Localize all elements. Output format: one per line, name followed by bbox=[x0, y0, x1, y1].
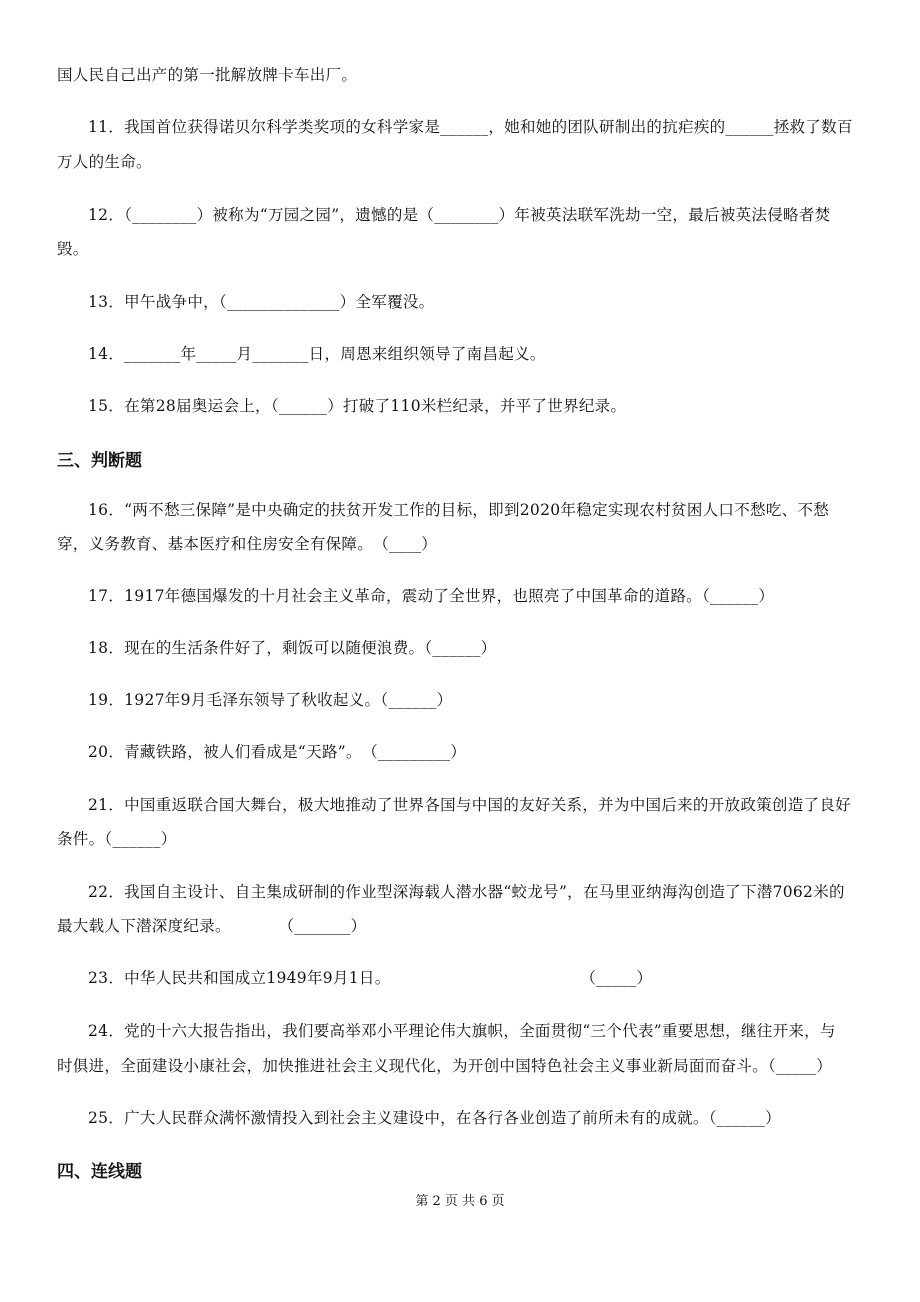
question-23: 23．中华人民共和国成立1949年9月1日。 （_____） bbox=[88, 969, 653, 987]
question-14: 14．_______年_____月_______日，周恩来组织领导了南昌起义。 bbox=[88, 345, 546, 363]
question-18: 18．现在的生活条件好了，剩饭可以随便浪费。（______） bbox=[88, 639, 497, 657]
question-21-cont: 条件。（______） bbox=[57, 830, 177, 848]
question-11-cont: 万人的生命。 bbox=[57, 153, 152, 171]
question-16: 16．“两不愁三保障”是中央确定的扶贫开发工作的目标，即到2020年稳定实现农村贫困人口不愁吃、不愁 bbox=[88, 501, 830, 519]
text-line: 国人民自己出产的第一批解放牌卡车出厂。 bbox=[57, 66, 358, 84]
question-17: 17．1917年德国爆发的十月社会主义革命，震动了全世界，也照亮了中国革命的道路。（______） bbox=[88, 587, 775, 605]
question-22: 22．我国自主设计、自主集成研制的作业型深海载人潜水器“蛟龙号”，在马里亚纳海沟创造了下潜7062米的 bbox=[88, 883, 845, 901]
question-13: 13．甲午战争中，（______________）全军覆没。 bbox=[88, 293, 435, 311]
question-20: 20．青藏铁路，被人们看成是“天路”。 （_________） bbox=[88, 743, 467, 761]
question-24: 24．党的十六大报告指出，我们要高举邓小平理论伟大旗帜，全面贯彻“三个代表”重要思想，继往开来，与 bbox=[88, 1022, 836, 1040]
question-15: 15．在第28届奥运会上，（______）打破了110米栏纪录，并平了世界纪录。 bbox=[88, 397, 627, 415]
page-footer: 第 2 页 共 6 页 bbox=[415, 1194, 505, 1209]
question-25: 25．广大人民群众满怀激情投入到社会主义建设中，在各行各业创造了前所未有的成就。（______） bbox=[88, 1109, 781, 1127]
section-heading-matching: 四、连线题 bbox=[57, 1162, 142, 1182]
question-19: 19．1927年9月毛泽东领导了秋收起义。（______） bbox=[88, 691, 453, 709]
question-22-cont: 最大载人下潜深度纪录。 （_______） bbox=[57, 917, 367, 935]
question-24-cont: 时俱进，全面建设小康社会，加快推进社会主义现代化，为开创中国特色社会主义事业新局面而奋斗。（_____） bbox=[57, 1057, 833, 1075]
section-heading-judgment: 三、判断题 bbox=[57, 451, 142, 471]
question-12: 12．（________）被称为“万园之园”，遗憾的是（________）年被英法联军洗劫一空，最后被英法侵略者焚 bbox=[88, 206, 831, 224]
question-11: 11．我国首位获得诺贝尔科学类奖项的女科学家是______，她和她的团队研制出的抗疟疾的______拯救了数百 bbox=[88, 118, 853, 136]
question-16-cont: 穿，义务教育、基本医疗和住房安全有保障。 （____） bbox=[57, 535, 438, 553]
question-21: 21．中国重返联合国大舞台，极大地推动了世界各国与中国的友好关系，并为中国后来的开放政策创造了良好 bbox=[88, 796, 851, 814]
question-12-cont: 毁。 bbox=[57, 240, 89, 258]
